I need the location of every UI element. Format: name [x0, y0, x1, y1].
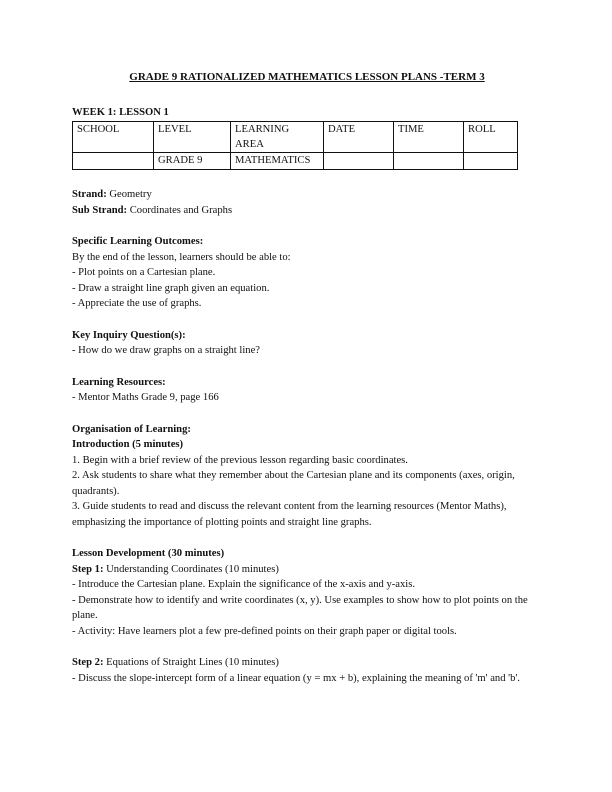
strand-label: Strand: [72, 189, 107, 200]
list-item: - Discuss the slope-intercept form of a linear equation (y = mx + b), explaining the meaning of 'm' and 'b'. [72, 672, 520, 684]
introduction-heading: Introduction (5 minutes) [72, 439, 184, 450]
table-cell-time [394, 153, 464, 170]
development-heading: Lesson Development (30 minutes) [72, 548, 225, 559]
list-item: - Appreciate the use of graphs. [72, 298, 202, 309]
inquiry-section [72, 328, 542, 359]
step2-title: Equations of Straight Lines (10 minutes) [103, 657, 279, 668]
strand-value: Geometry [106, 189, 152, 200]
development-section [72, 546, 542, 639]
table-cell-level: GRADE 9 [154, 153, 231, 170]
table-header-roll: ROLL [464, 122, 518, 153]
table-header-level: LEVEL [154, 122, 231, 153]
list-item: - Mentor Maths Grade 9, page 166 [72, 392, 219, 403]
table-cell-roll [464, 153, 518, 170]
list-item: 1. Begin with a brief review of the previous lesson regarding basic coordinates. [72, 454, 408, 466]
lesson-info-table [72, 121, 518, 170]
outcomes-heading: Specific Learning Outcomes: [72, 236, 204, 247]
list-item: - Introduce the Cartesian plane. Explain the significance of the x-axis and y-axis. [72, 579, 415, 590]
step1-title: Understanding Coordinates (10 minutes) [103, 563, 279, 575]
sub-strand-line [72, 203, 542, 219]
outcomes-section [72, 234, 542, 312]
organisation-heading: Organisation of Learning: [72, 423, 191, 435]
resources-section [72, 375, 542, 406]
list-item: - How do we draw graphs on a straight line? [72, 345, 260, 356]
step2-label: Step 2: [72, 657, 104, 668]
sub-strand-value: Coordinates and Graphs [127, 204, 233, 216]
strand-line [72, 187, 542, 203]
table-cell-learning-area: MATHEMATICS [231, 153, 324, 170]
table-cell-school [73, 153, 154, 170]
table-header-learning-area: LEARNING AREA [231, 122, 324, 153]
table-cell-date [324, 153, 394, 170]
document-title: GRADE 9 RATIONALIZED MATHEMATICS LESSON PLANS -TERM 3 [129, 71, 485, 83]
lesson-plan-page [72, 70, 542, 686]
step2-section [72, 655, 542, 686]
list-item: - Draw a straight line graph given an equation. [72, 282, 270, 294]
list-item: - Plot points on a Cartesian plane. [72, 267, 216, 278]
step1-label: Step 1: [72, 563, 104, 575]
table-header-time: TIME [394, 122, 464, 153]
resources-heading: Learning Resources: [72, 376, 166, 388]
table-row [73, 153, 518, 170]
week-heading: WEEK 1: LESSON 1 [72, 106, 169, 118]
list-item: 3. Guide students to read and discuss the relevant content from the learning resources (Mentor Maths), emphasizing the importance of plotting points and straight line graphs. [72, 501, 507, 528]
list-item: - Demonstrate how to identify and write coordinates (x, y). Use examples to show how to plot points on the plane. [72, 594, 528, 621]
table-header-school: SCHOOL [73, 122, 154, 153]
table-header-row [73, 122, 518, 153]
outcomes-intro: By the end of the lesson, learners should be able to: [72, 251, 291, 263]
table-header-date: DATE [324, 122, 394, 153]
step2-title-line [72, 655, 542, 671]
sub-strand-label: Sub Strand: [72, 204, 128, 216]
list-item: - Activity: Have learners plot a few pre-defined points on their graph paper or digital tools. [72, 625, 457, 637]
inquiry-heading: Key Inquiry Question(s): [72, 329, 186, 341]
step1-title-line [72, 562, 542, 578]
organisation-section [72, 422, 542, 531]
strand-section [72, 187, 542, 218]
list-item: 2. Ask students to share what they remember about the Cartesian plane and its components (axes, origin, quadrants). [72, 470, 515, 497]
